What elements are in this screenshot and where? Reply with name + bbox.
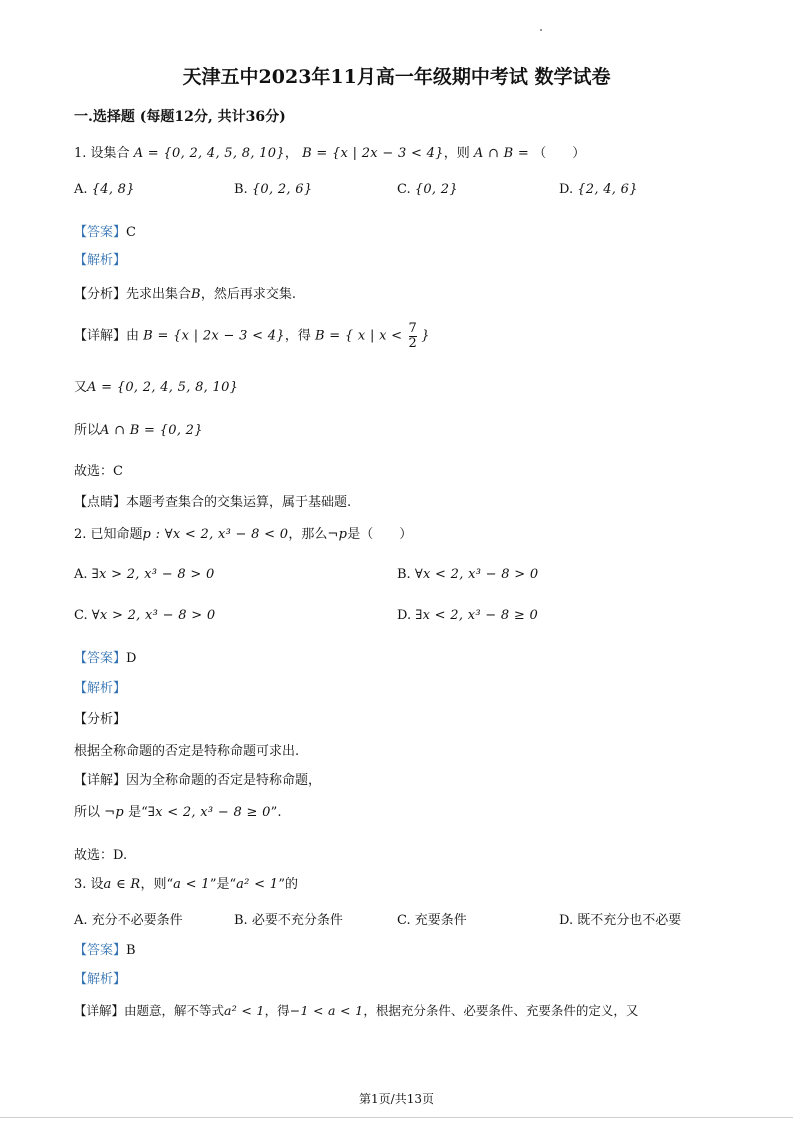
q1-option-c: C. {0, 2} xyxy=(397,182,458,197)
q1-select: 故选：C xyxy=(74,464,123,479)
set-a-def: A = {0, 2, 4, 5, 8, 10} xyxy=(133,146,285,161)
q1-analysis-tag: 【解析】 xyxy=(74,253,127,268)
q2-conclusion: 所以 ¬p 是“∃x < 2, x³ − 8 ≥ 0”. xyxy=(74,805,282,820)
q2-fenxi-tag: 【分析】 xyxy=(74,712,127,727)
q1-option-b: B. {0, 2, 6} xyxy=(234,182,313,197)
q3-option-b: B. 必要不充分条件 xyxy=(234,913,343,928)
page-number: 第1页/共13页 xyxy=(359,1092,434,1106)
q2-option-a: A. ∃x > 2, x³ − 8 > 0 xyxy=(74,567,215,582)
q3-analysis-tag: 【解析】 xyxy=(74,972,127,987)
fraction-seven-halves: $\frac{7}{2}$ xyxy=(408,321,418,351)
bottom-rule xyxy=(0,1117,793,1118)
q1-result: 所以A ∩ B = {0, 2} xyxy=(74,423,203,438)
q1-option-a: A. {4, 8} xyxy=(74,182,135,197)
q3-stem: 3. 设a ∈ R，则“a < 1”是“a² < 1”的 xyxy=(74,877,298,892)
q1-fenxi: 【分析】先求出集合B，然后再求交集. xyxy=(74,287,297,302)
q3-answer: 【答案】B xyxy=(74,943,136,958)
q1-stem: 1. 设集合 A = {0, 2, 4, 5, 8, 10}， B = {x | 2x − 3 < 4}，则 A ∩ B = （ ） xyxy=(74,146,586,161)
q2-fenxi: 根据全称命题的否定是特称命题可求出. xyxy=(74,744,300,759)
q2-select: 故选：D. xyxy=(74,848,128,863)
q2-option-d: D. ∃x < 2, x³ − 8 ≥ 0 xyxy=(397,608,539,623)
q2-answer: 【答案】D xyxy=(74,651,137,666)
q1-answer: 【答案】C xyxy=(74,225,136,240)
set-b-def: B = {x | 2x − 3 < 4} xyxy=(302,146,444,161)
q3-detail: 【详解】由题意，解不等式a² < 1，得−1 < a < 1，根据充分条件、必要条件、充要条件的定义，又 xyxy=(74,1003,639,1018)
page-title: 天津五中2023年11月高一年级期中考试 数学试卷 xyxy=(182,66,611,88)
q2-option-b: B. ∀x < 2, x³ − 8 > 0 xyxy=(397,567,539,582)
section-heading: 一.选择题 (每题12分, 共计36分) xyxy=(74,109,286,125)
scan-speck xyxy=(540,29,542,31)
q2-detail: 【详解】因为全称命题的否定是特称命题， xyxy=(74,773,322,788)
q1-set-a-restated: 又A = {0, 2, 4, 5, 8, 10} xyxy=(74,380,239,395)
q2-stem: 2. 已知命题p : ∀x < 2, x³ − 8 < 0，那么¬p是（ ） xyxy=(74,527,413,542)
intersection-expr: A ∩ B = xyxy=(473,146,530,161)
q2-analysis-tag: 【解析】 xyxy=(74,681,127,696)
q3-option-d: D. 既不充分也不必要 xyxy=(559,913,682,928)
q3-option-c: C. 充要条件 xyxy=(397,913,467,928)
q1-detail: 【详解】由 B = {x | 2x − 3 < 4}，得 B = { x | x < $\frac{7}{2}$ } xyxy=(74,321,430,351)
q1-review: 【点睛】本题考查集合的交集运算，属于基础题. xyxy=(74,495,352,510)
q2-option-c: C. ∀x > 2, x³ − 8 > 0 xyxy=(74,608,216,623)
q3-option-a: A. 充分不必要条件 xyxy=(74,913,183,928)
q1-option-d: D. {2, 4, 6} xyxy=(559,182,638,197)
